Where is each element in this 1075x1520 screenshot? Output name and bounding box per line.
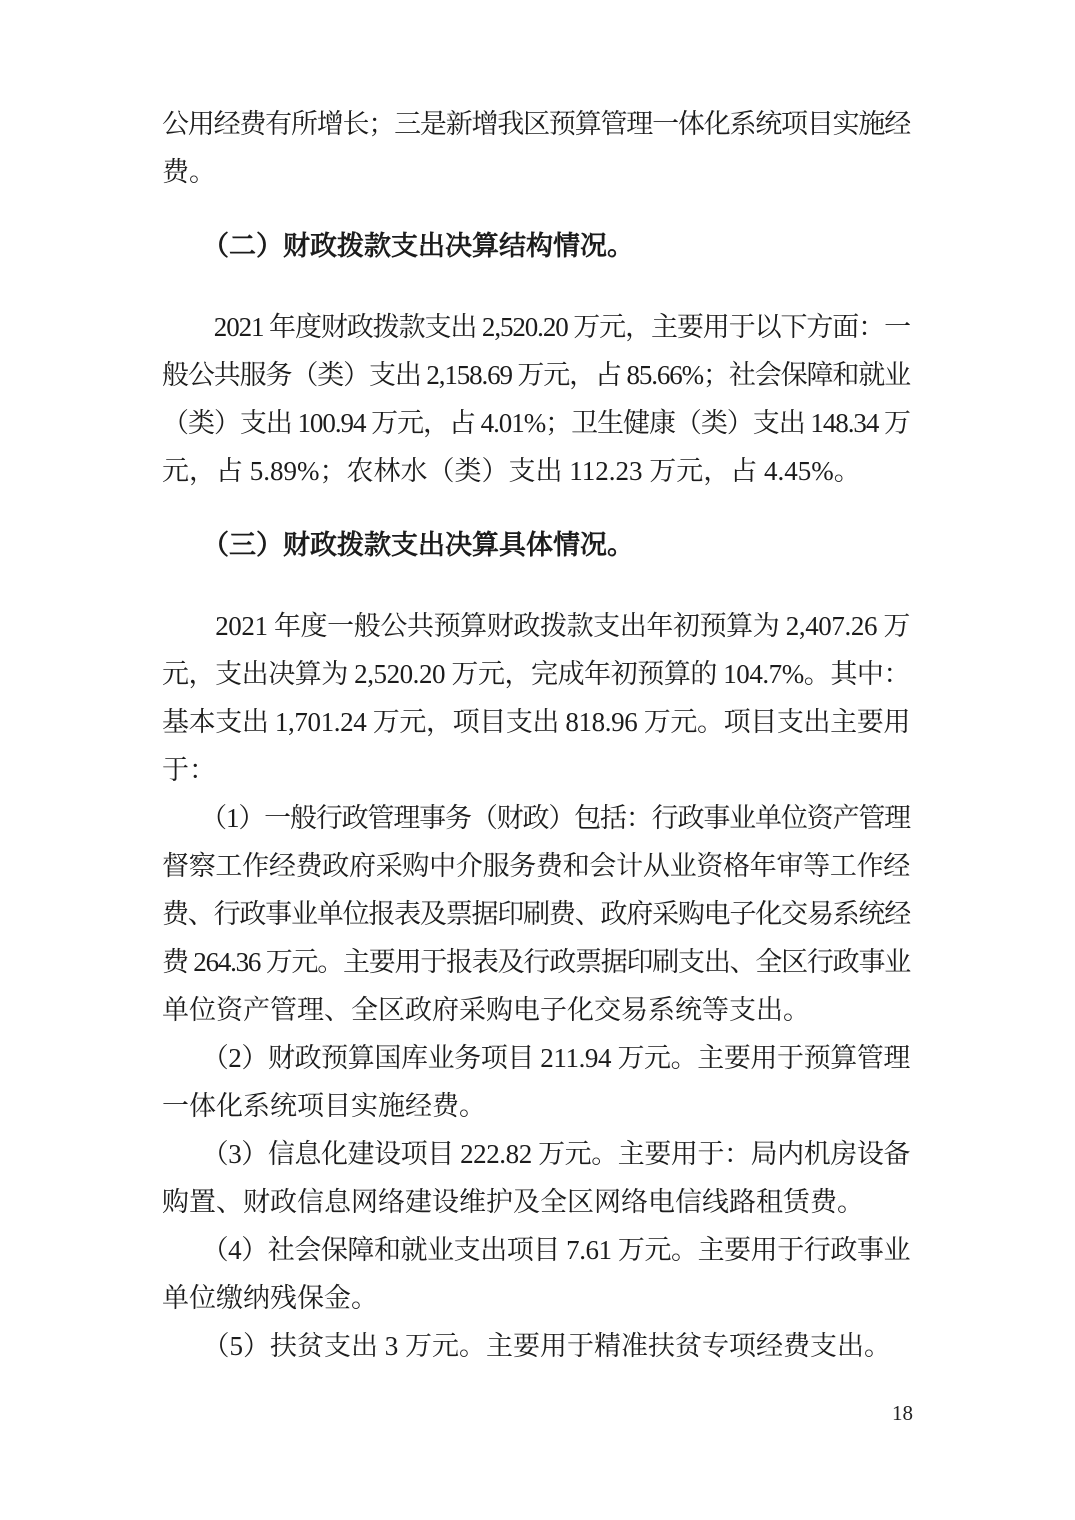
section-heading-3: （三）财政拨款支出决算具体情况。: [202, 530, 634, 560]
body-line: 费、行政事业单位报表及票据印刷费、政府采购电子化交易系统经: [162, 899, 910, 929]
body-line: 公用经费有所增长；三是新增我区预算管理一体化系统项目实施经: [162, 109, 910, 139]
item-5-line: （5）扶贫支出 3 万元。主要用于精准扶贫专项经费支出。: [162, 1331, 891, 1361]
body-line: 单位缴纳残保金。: [162, 1283, 378, 1313]
body-line: 一体化系统项目实施经费。: [162, 1091, 486, 1121]
page-body: [162, 100, 910, 1370]
body-line: （类）支出 100.94 万元，占 4.01%；卫生健康（类）支出 148.34 万: [162, 408, 910, 438]
page-number: 18: [892, 1401, 913, 1425]
item-1-first-line: （1）一般行政管理事务（财政）包括：行政事业单位资产管理: [162, 803, 910, 833]
body-line: 元，支出决算为 2,520.20 万元，完成年初预算的 104.7%。其中：: [162, 659, 910, 689]
body-line: 单位资产管理、全区政府采购电子化交易系统等支出。: [162, 995, 810, 1025]
body-line: 基本支出 1,701.24 万元，项目支出 818.96 万元。项目支出主要用: [162, 707, 910, 737]
body-line: 于：: [162, 755, 216, 785]
body-line: 督察工作经费政府采购中介服务费和会计从业资格年审等工作经: [162, 851, 910, 881]
section-heading-2: （二）财政拨款支出决算结构情况。: [202, 231, 634, 261]
paragraph-first-line: 2021 年度一般公共预算财政拨款支出年初预算为 2,407.26 万: [162, 611, 910, 641]
paragraph-first-line: 2021 年度财政拨款支出 2,520.20 万元，主要用于以下方面：一: [162, 312, 910, 342]
body-line: 般公共服务（类）支出 2,158.69 万元，占 85.66%；社会保障和就业: [162, 360, 910, 390]
body-line: 购置、财政信息网络建设维护及全区网络电信线路租赁费。: [162, 1187, 864, 1217]
item-4-first-line: （4）社会保障和就业支出项目 7.61 万元。主要用于行政事业: [162, 1235, 910, 1265]
body-line: 费 264.36 万元。主要用于报表及行政票据印刷支出、全区行政事业: [162, 947, 910, 977]
body-line: 元，占 5.89%；农林水（类）支出 112.23 万元，占 4.45%。: [162, 456, 861, 486]
body-line: 费。: [162, 157, 216, 187]
item-3-first-line: （3）信息化建设项目 222.82 万元。主要用于：局内机房设备: [162, 1139, 910, 1169]
item-2-first-line: （2）财政预算国库业务项目 211.94 万元。主要用于预算管理: [162, 1043, 910, 1073]
